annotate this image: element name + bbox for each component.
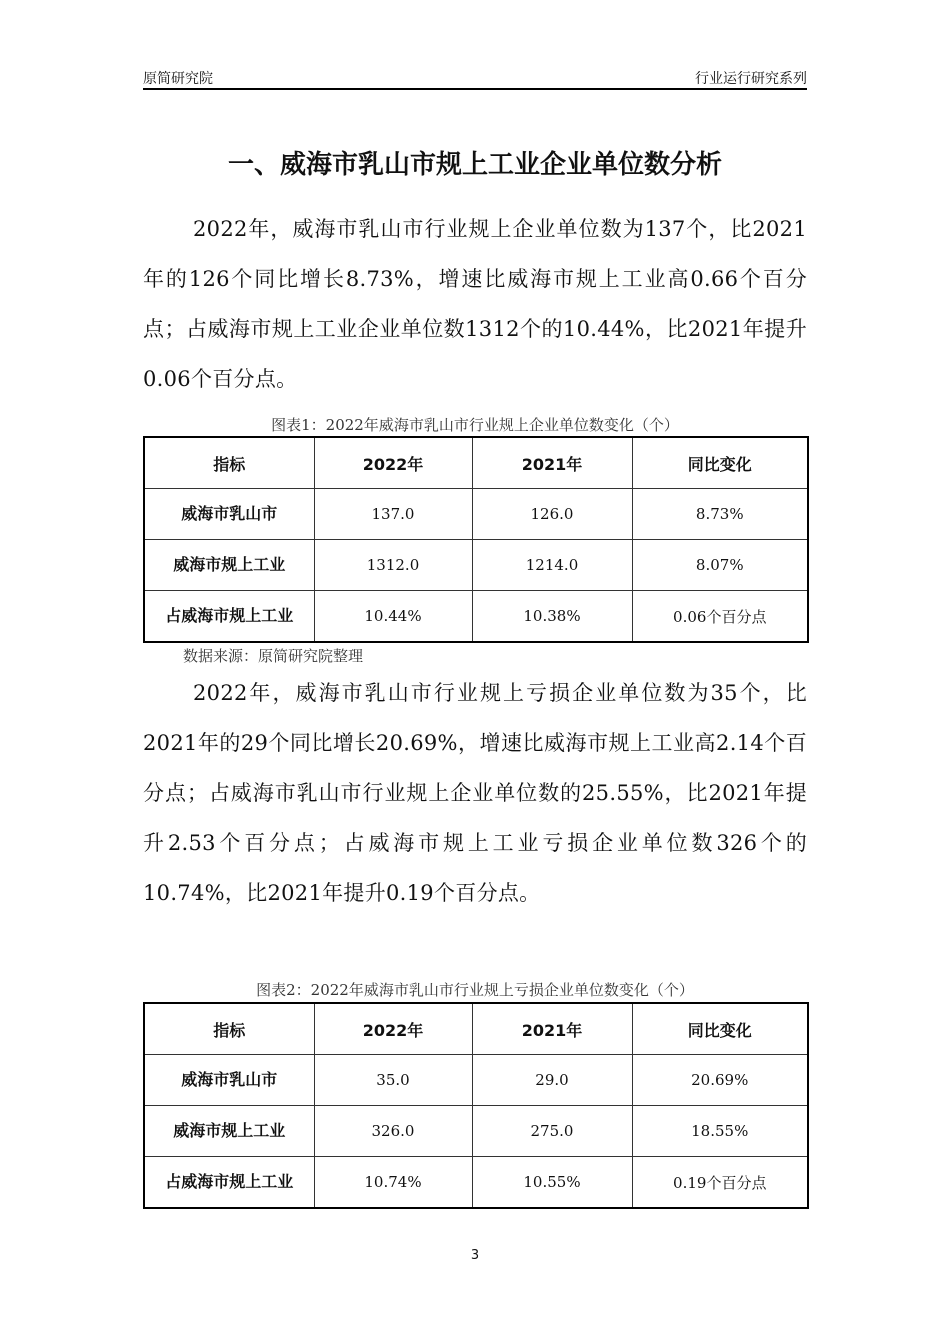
cell-2021: 126.0 [472, 489, 632, 540]
header-cell: 指标 [144, 437, 314, 489]
header-cell: 同比变化 [632, 437, 808, 489]
cell-2022: 1312.0 [314, 540, 472, 591]
header-right-series: 行业运行研究系列 [695, 71, 807, 87]
row-label: 占威海市规上工业 [144, 591, 314, 643]
table-2 [143, 1002, 809, 1209]
cell-2022: 137.0 [314, 489, 472, 540]
table-header-row [144, 1003, 808, 1055]
table-header-row [144, 437, 808, 489]
cell-change: 0.19个百分点 [632, 1157, 808, 1209]
cell-2021: 1214.0 [472, 540, 632, 591]
header-cell: 指标 [144, 1003, 314, 1055]
table-row [144, 1055, 808, 1106]
paragraph-2: 2022年，威海市乳山市行业规上亏损企业单位数为35个，比2021年的29个同比增长20.69%，增速比威海市规上工业高2.14个百分点；占威海市乳山市行业规上企业单位数的25.55%，比2021年提升2.53个百分点；占威海市规上工业亏损企业单位数326个的10.74%，比2021年提升0.19个百分点。 [143, 681, 807, 905]
cell-change: 18.55% [632, 1106, 808, 1157]
header-cell: 2022年 [314, 1003, 472, 1055]
row-label: 威海市乳山市 [144, 489, 314, 540]
table-row [144, 1106, 808, 1157]
header-cell: 同比变化 [632, 1003, 808, 1055]
cell-2021: 29.0 [472, 1055, 632, 1106]
cell-2022: 10.44% [314, 591, 472, 643]
cell-change: 0.06个百分点 [632, 591, 808, 643]
header-cell: 2021年 [472, 437, 632, 489]
paragraph-1: 2022年，威海市乳山市行业规上企业单位数为137个，比2021年的126个同比增长8.73%，增速比威海市规上工业高0.66个百分点；占威海市规上工业企业单位数1312个的10.44%，比2021年提升0.06个百分点。 [143, 217, 807, 391]
cell-change: 8.07% [632, 540, 808, 591]
cell-2022: 326.0 [314, 1106, 472, 1157]
table-2-caption: 图表2：2022年威海市乳山市行业规上亏损企业单位数变化（个） [256, 981, 694, 999]
row-label: 占威海市规上工业 [144, 1157, 314, 1209]
header-cell: 2022年 [314, 437, 472, 489]
table-1-source: 数据来源：原简研究院整理 [183, 647, 364, 665]
section-title: 一、威海市乳山市规上工业企业单位数分析 [227, 150, 722, 180]
cell-2021: 10.38% [472, 591, 632, 643]
table-row [144, 489, 808, 540]
header-left-org: 原简研究院 [143, 71, 213, 87]
cell-2022: 35.0 [314, 1055, 472, 1106]
row-label: 威海市规上工业 [144, 1106, 314, 1157]
cell-2021: 275.0 [472, 1106, 632, 1157]
table-1-caption: 图表1：2022年威海市乳山市行业规上企业单位数变化（个） [271, 416, 679, 434]
cell-change: 20.69% [632, 1055, 808, 1106]
table-row [144, 1157, 808, 1209]
table-row [144, 540, 808, 591]
table-row [144, 591, 808, 643]
row-label: 威海市规上工业 [144, 540, 314, 591]
page-header [143, 66, 807, 90]
table-1 [143, 436, 809, 643]
cell-2022: 10.74% [314, 1157, 472, 1209]
row-label: 威海市乳山市 [144, 1055, 314, 1106]
header-cell: 2021年 [472, 1003, 632, 1055]
cell-change: 8.73% [632, 489, 808, 540]
cell-2021: 10.55% [472, 1157, 632, 1209]
page-number: 3 [470, 1248, 480, 1263]
